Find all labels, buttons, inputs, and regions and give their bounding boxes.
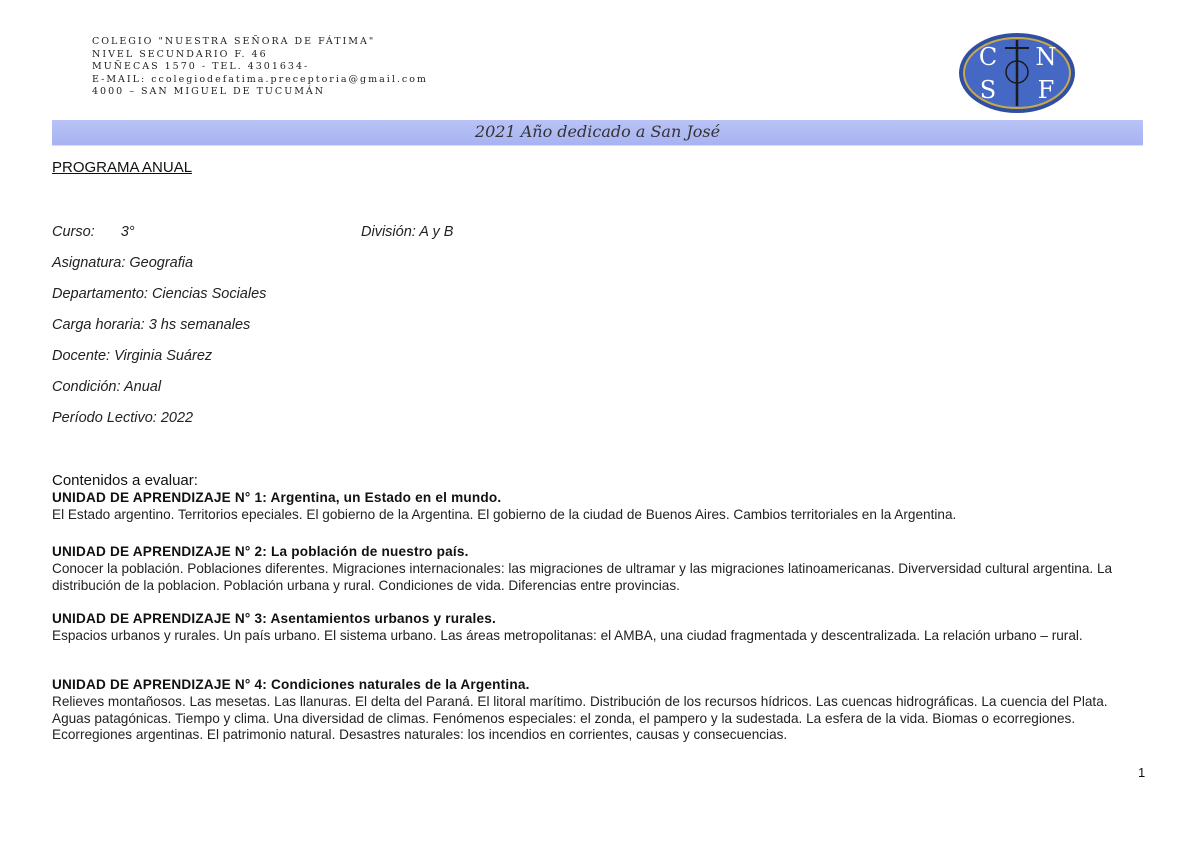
periodo-line: Período Lectivo: 2022 bbox=[52, 410, 194, 426]
unit-2 bbox=[52, 544, 1144, 594]
svg-text:S: S bbox=[979, 76, 997, 104]
unit-title: UNIDAD DE APRENDIZAJE N° 4: Condiciones naturales de la Argentina. bbox=[52, 677, 530, 692]
school-address: MUÑECAS 1570 - TEL. 4301634- bbox=[92, 61, 310, 73]
curso-line bbox=[52, 224, 135, 240]
svg-text:F: F bbox=[1037, 76, 1055, 104]
unit-4 bbox=[52, 677, 1144, 744]
school-name: COLEGIO "NUESTRA SEÑORA DE FÁTIMA" bbox=[92, 36, 376, 47]
unit-body: Espacios urbanos y rurales. Un país urbano. El sistema urbano. Las áreas metropolitanas: el AMBA, una ciudad fragmentada y descentralizada. La relación urbano – rural. bbox=[52, 627, 1083, 643]
school-city: 4000 – SAN MIGUEL DE TUCUMÁN bbox=[92, 86, 326, 98]
curso-value: 3° bbox=[120, 224, 135, 240]
year-banner bbox=[52, 120, 1143, 145]
carga-horaria-line: Carga horaria: 3 hs semanales bbox=[52, 317, 251, 333]
school-email: E-MAIL: ccolegiodefatima.preceptoria@gmail.com bbox=[92, 73, 428, 85]
school-level: NIVEL SECUNDARIO F. 46 bbox=[92, 48, 268, 60]
unit-body: Conocer la población. Poblaciones diferentes. Migraciones internacionales: las migraciones de ultramar y las migraciones latinoamericanas. Diverversidad cultural argentina. La distribución de la poblacion. Población urbana y rural. Condiciones de vida. Diferencias entre provincias. bbox=[52, 560, 1113, 593]
school-letterhead bbox=[92, 36, 428, 99]
unit-title: UNIDAD DE APRENDIZAJE N° 1: Argentina, un Estado en el mundo. bbox=[52, 490, 502, 505]
school-logo bbox=[958, 32, 1076, 114]
departamento-line: Departamento: Ciencias Sociales bbox=[52, 286, 267, 302]
svg-text:C: C bbox=[978, 43, 998, 71]
program-title: PROGRAMA ANUAL bbox=[52, 159, 193, 176]
page-number: 1 bbox=[1138, 765, 1146, 780]
division-line: División: A y B bbox=[361, 224, 454, 240]
unit-body: El Estado argentino. Territorios epeciales. El gobierno de la Argentina. El gobierno de la ciudad de Buenos Aires. Cambios territoriales en la Argentina. bbox=[52, 506, 957, 522]
docente-line: Docente: Virginia Suárez bbox=[52, 348, 213, 364]
unit-title: UNIDAD DE APRENDIZAJE N° 2: La población de nuestro país. bbox=[52, 544, 469, 559]
svg-text:N: N bbox=[1035, 43, 1057, 71]
asignatura-line: Asignatura: Geografia bbox=[52, 255, 194, 271]
unit-title: UNIDAD DE APRENDIZAJE N° 3: Asentamientos urbanos y rurales. bbox=[52, 611, 496, 626]
unit-1 bbox=[52, 490, 1144, 524]
banner-text: 2021 Año dedicado a San José bbox=[474, 122, 721, 141]
condicion-line: Condición: Anual bbox=[52, 379, 162, 395]
unit-body: Relieves montañosos. Las mesetas. Las llanuras. El delta del Paraná. El litoral marítimo. Distribución de los recursos hídricos. Las cuencas hidrográficas. La cuencia del Plata. Aguas patagónicas. Tiempo y clima. Una diversidad de climas. Fenómenos especiales: el zonda, el pampero y la sudestada. La esfera de la vida. Biomas o ecorregiones. Ecorregiones argentinas. El patrimonio natural. Desastres naturales: los incendios en corrientes, causas y consecuencias. bbox=[52, 693, 1108, 743]
unit-3 bbox=[52, 611, 1144, 645]
curso-label: Curso: bbox=[52, 224, 95, 240]
contents-heading: Contenidos a evaluar: bbox=[52, 472, 198, 489]
